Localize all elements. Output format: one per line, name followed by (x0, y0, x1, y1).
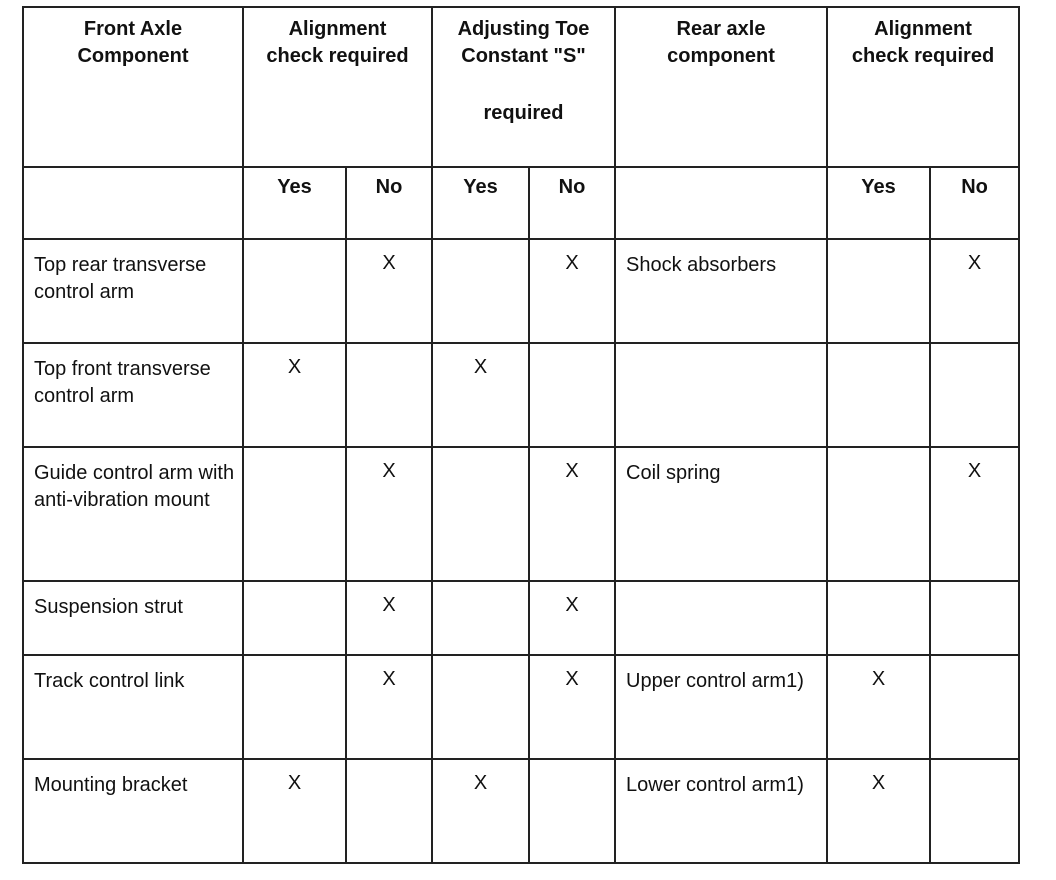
table-row (23, 447, 1019, 581)
front-align-yes-cell (243, 239, 346, 343)
subheader-toe-yes: Yes (432, 167, 529, 239)
front-component-cell: Mounting bracket (23, 759, 243, 863)
header-row (23, 7, 1019, 167)
rear-align-yes-cell: X (827, 759, 930, 863)
front-component-cell: Suspension strut (23, 581, 243, 655)
front-align-yes-cell: X (243, 343, 346, 447)
front-align-yes-cell: X (243, 759, 346, 863)
toe-yes-cell: X (432, 759, 529, 863)
toe-yes-cell: X (432, 343, 529, 447)
rear-component-cell: Upper control arm1) (615, 655, 827, 759)
front-align-yes-cell (243, 655, 346, 759)
header-front-alignment: Alignment check required (243, 7, 432, 167)
subheader-empty-rear (615, 167, 827, 239)
subheader-toe-no: No (529, 167, 615, 239)
table-row (23, 343, 1019, 447)
front-align-no-cell: X (346, 239, 432, 343)
toe-no-cell (529, 759, 615, 863)
rear-component-cell: Coil spring (615, 447, 827, 581)
rear-align-no-cell: X (930, 239, 1019, 343)
toe-no-cell: X (529, 581, 615, 655)
rear-align-no-cell: X (930, 447, 1019, 581)
toe-no-cell (529, 343, 615, 447)
header-adjusting-toe: Adjusting Toe Constant "S" required (432, 7, 615, 167)
rear-component-cell (615, 581, 827, 655)
subheader-front-align-yes: Yes (243, 167, 346, 239)
toe-no-cell: X (529, 239, 615, 343)
subheader-front-align-no: No (346, 167, 432, 239)
toe-yes-cell (432, 581, 529, 655)
header-rear-alignment: Alignment check required (827, 7, 1019, 167)
subheader-empty-front (23, 167, 243, 239)
rear-component-cell: Shock absorbers (615, 239, 827, 343)
front-align-yes-cell (243, 581, 346, 655)
rear-align-no-cell (930, 343, 1019, 447)
rear-align-yes-cell (827, 239, 930, 343)
toe-no-cell: X (529, 447, 615, 581)
header-front-component: Front Axle Component (23, 7, 243, 167)
rear-align-no-cell (930, 655, 1019, 759)
front-component-cell: Top front transverse control arm (23, 343, 243, 447)
rear-align-yes-cell: X (827, 655, 930, 759)
subheader-rear-align-no: No (930, 167, 1019, 239)
front-component-cell: Top rear transverse control arm (23, 239, 243, 343)
rear-align-no-cell (930, 581, 1019, 655)
toe-yes-cell (432, 655, 529, 759)
toe-no-cell: X (529, 655, 615, 759)
subheader-row (23, 167, 1019, 239)
table-row (23, 655, 1019, 759)
table-row (23, 759, 1019, 863)
front-component-cell: Guide control arm with anti-vibration mount (23, 447, 243, 581)
rear-component-cell (615, 343, 827, 447)
rear-align-no-cell (930, 759, 1019, 863)
front-align-no-cell: X (346, 447, 432, 581)
rear-align-yes-cell (827, 343, 930, 447)
front-align-no-cell: X (346, 581, 432, 655)
subheader-rear-align-yes: Yes (827, 167, 930, 239)
rear-align-yes-cell (827, 581, 930, 655)
front-component-cell: Track control link (23, 655, 243, 759)
alignment-table (22, 6, 1020, 864)
front-align-yes-cell (243, 447, 346, 581)
header-rear-component: Rear axle component (615, 7, 827, 167)
rear-align-yes-cell (827, 447, 930, 581)
front-align-no-cell: X (346, 655, 432, 759)
toe-yes-cell (432, 447, 529, 581)
front-align-no-cell (346, 759, 432, 863)
table-row (23, 239, 1019, 343)
rear-component-cell: Lower control arm1) (615, 759, 827, 863)
toe-yes-cell (432, 239, 529, 343)
table-row (23, 581, 1019, 655)
front-align-no-cell (346, 343, 432, 447)
